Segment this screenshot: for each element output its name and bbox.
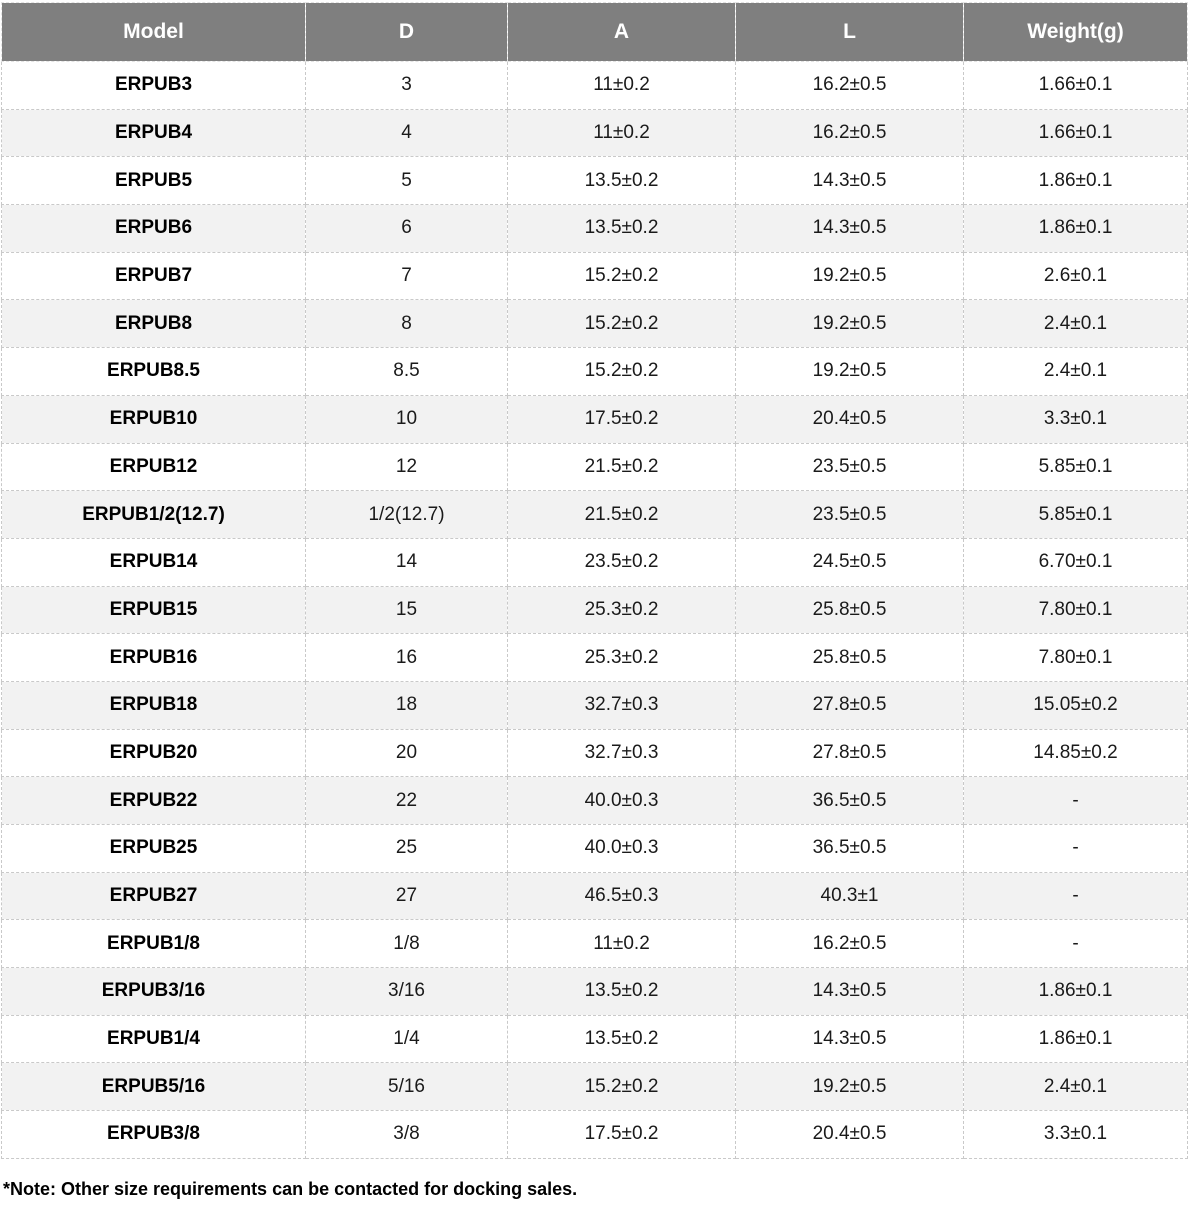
cell-model: ERPUB27 [2,872,306,920]
table-row [2,109,1188,157]
cell-weight: 2.4±0.1 [964,300,1188,348]
cell-d: 6 [306,205,508,253]
cell-weight: 7.80±0.1 [964,586,1188,634]
cell-weight: 1.86±0.1 [964,1015,1188,1063]
cell-d: 1/4 [306,1015,508,1063]
cell-weight: 3.3±0.1 [964,395,1188,443]
cell-l: 24.5±0.5 [736,538,964,586]
cell-a: 40.0±0.3 [508,777,736,825]
cell-l: 14.3±0.5 [736,968,964,1016]
cell-l: 19.2±0.5 [736,300,964,348]
cell-model: ERPUB16 [2,634,306,682]
cell-l: 25.8±0.5 [736,586,964,634]
cell-model: ERPUB6 [2,205,306,253]
cell-a: 23.5±0.2 [508,538,736,586]
cell-weight: 2.4±0.1 [964,348,1188,396]
column-header-l: L [736,3,964,62]
cell-model: ERPUB25 [2,825,306,873]
cell-model: ERPUB8.5 [2,348,306,396]
cell-d: 1/2(12.7) [306,491,508,539]
cell-d: 8 [306,300,508,348]
table-row [2,586,1188,634]
cell-model: ERPUB12 [2,443,306,491]
cell-l: 27.8±0.5 [736,681,964,729]
cell-l: 16.2±0.5 [736,62,964,110]
table-row [2,348,1188,396]
cell-weight: 15.05±0.2 [964,681,1188,729]
cell-d: 5 [306,157,508,205]
cell-d: 1/8 [306,920,508,968]
cell-d: 14 [306,538,508,586]
cell-model: ERPUB3/8 [2,1111,306,1159]
cell-a: 13.5±0.2 [508,968,736,1016]
cell-a: 25.3±0.2 [508,634,736,682]
cell-weight: 3.3±0.1 [964,1111,1188,1159]
cell-a: 21.5±0.2 [508,443,736,491]
footnote: *Note: Other size requirements can be contacted for docking sales. [3,1178,578,1199]
cell-d: 16 [306,634,508,682]
table-row [2,205,1188,253]
cell-model: ERPUB15 [2,586,306,634]
cell-a: 21.5±0.2 [508,491,736,539]
table-row [2,920,1188,968]
table-row [2,872,1188,920]
table-row [2,491,1188,539]
cell-d: 20 [306,729,508,777]
cell-d: 7 [306,252,508,300]
table-row [2,681,1188,729]
cell-model: ERPUB1/8 [2,920,306,968]
cell-a: 15.2±0.2 [508,1063,736,1111]
cell-model: ERPUB1/4 [2,1015,306,1063]
cell-weight: 1.86±0.1 [964,968,1188,1016]
cell-model: ERPUB4 [2,109,306,157]
cell-a: 40.0±0.3 [508,825,736,873]
cell-l: 20.4±0.5 [736,395,964,443]
cell-model: ERPUB10 [2,395,306,443]
cell-a: 11±0.2 [508,109,736,157]
product-spec-table [1,2,1188,1159]
table-row [2,968,1188,1016]
cell-weight: 2.6±0.1 [964,252,1188,300]
cell-model: ERPUB20 [2,729,306,777]
column-header-d: D [306,3,508,62]
cell-weight: 5.85±0.1 [964,491,1188,539]
cell-d: 18 [306,681,508,729]
cell-l: 14.3±0.5 [736,157,964,205]
cell-model: ERPUB5 [2,157,306,205]
cell-d: 22 [306,777,508,825]
cell-l: 19.2±0.5 [736,252,964,300]
cell-l: 14.3±0.5 [736,205,964,253]
cell-d: 3 [306,62,508,110]
cell-weight: - [964,825,1188,873]
table-row [2,300,1188,348]
cell-l: 19.2±0.5 [736,1063,964,1111]
cell-model: ERPUB14 [2,538,306,586]
cell-d: 5/16 [306,1063,508,1111]
cell-l: 20.4±0.5 [736,1111,964,1159]
cell-a: 25.3±0.2 [508,586,736,634]
cell-d: 10 [306,395,508,443]
cell-a: 32.7±0.3 [508,729,736,777]
column-header-weight: Weight(g) [964,3,1188,62]
table-header [2,3,1188,62]
cell-d: 25 [306,825,508,873]
cell-model: ERPUB8 [2,300,306,348]
cell-a: 15.2±0.2 [508,252,736,300]
cell-model: ERPUB1/2(12.7) [2,491,306,539]
cell-l: 14.3±0.5 [736,1015,964,1063]
cell-a: 13.5±0.2 [508,157,736,205]
table-row [2,443,1188,491]
cell-d: 3/8 [306,1111,508,1159]
cell-weight: 6.70±0.1 [964,538,1188,586]
cell-weight: 1.86±0.1 [964,205,1188,253]
cell-d: 4 [306,109,508,157]
cell-a: 15.2±0.2 [508,300,736,348]
cell-l: 27.8±0.5 [736,729,964,777]
table-body [2,62,1188,1159]
cell-weight: 1.66±0.1 [964,62,1188,110]
cell-model: ERPUB5/16 [2,1063,306,1111]
cell-model: ERPUB18 [2,681,306,729]
table-row [2,538,1188,586]
cell-d: 15 [306,586,508,634]
header-row [2,3,1188,62]
table-row [2,395,1188,443]
column-header-a: A [508,3,736,62]
cell-a: 13.5±0.2 [508,1015,736,1063]
cell-l: 23.5±0.5 [736,443,964,491]
cell-a: 17.5±0.2 [508,1111,736,1159]
table-row [2,729,1188,777]
cell-l: 40.3±1 [736,872,964,920]
column-header-model: Model [2,3,306,62]
cell-a: 11±0.2 [508,62,736,110]
cell-l: 25.8±0.5 [736,634,964,682]
cell-l: 16.2±0.5 [736,920,964,968]
cell-weight: - [964,777,1188,825]
table-row [2,825,1188,873]
cell-d: 27 [306,872,508,920]
table-row [2,777,1188,825]
cell-weight: - [964,920,1188,968]
cell-a: 17.5±0.2 [508,395,736,443]
cell-weight: 1.86±0.1 [964,157,1188,205]
cell-model: ERPUB3 [2,62,306,110]
table-row [2,1111,1188,1159]
cell-a: 32.7±0.3 [508,681,736,729]
table-row [2,1015,1188,1063]
table-row [2,634,1188,682]
cell-d: 12 [306,443,508,491]
cell-l: 16.2±0.5 [736,109,964,157]
cell-model: ERPUB3/16 [2,968,306,1016]
cell-weight: 1.66±0.1 [964,109,1188,157]
cell-weight: 5.85±0.1 [964,443,1188,491]
cell-l: 36.5±0.5 [736,825,964,873]
cell-a: 15.2±0.2 [508,348,736,396]
cell-weight: - [964,872,1188,920]
cell-weight: 7.80±0.1 [964,634,1188,682]
cell-d: 3/16 [306,968,508,1016]
cell-l: 19.2±0.5 [736,348,964,396]
cell-l: 23.5±0.5 [736,491,964,539]
cell-a: 13.5±0.2 [508,205,736,253]
cell-weight: 14.85±0.2 [964,729,1188,777]
cell-a: 46.5±0.3 [508,872,736,920]
table-row [2,157,1188,205]
cell-model: ERPUB22 [2,777,306,825]
table-row [2,252,1188,300]
table-row [2,1063,1188,1111]
cell-a: 11±0.2 [508,920,736,968]
cell-weight: 2.4±0.1 [964,1063,1188,1111]
cell-model: ERPUB7 [2,252,306,300]
cell-l: 36.5±0.5 [736,777,964,825]
table-row [2,62,1188,110]
cell-d: 8.5 [306,348,508,396]
